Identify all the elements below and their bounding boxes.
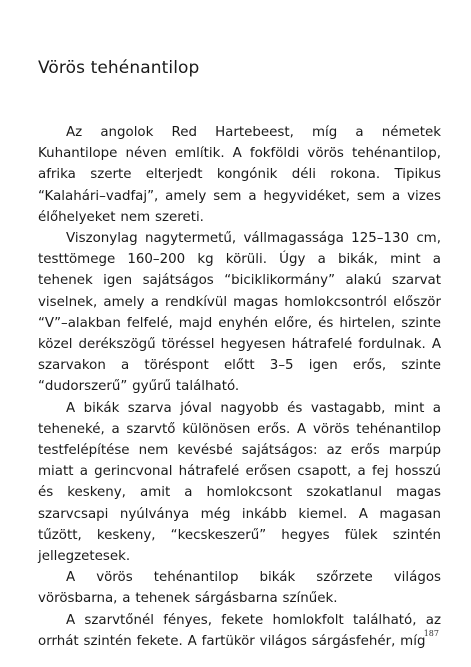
paragraph: A vörös tehénantilop bikák szőrzete világos vörösbarna, a tehenek sárgásbarna színűek. — [38, 570, 441, 607]
paragraph: Viszonylag nagytermetű, vállmagassága 125–130 cm, testtömege 160–200 kg körüli. Úgy a bikák, mint a tehenek igen sajátságos “biciklikormány” alakú szarvat viselnek, amely a rendkívül magas homlokcsontról először “V”–alakban felfelé, majd enyhén előre, és hirtelen, szinte közel derékszögű töréssel hegyesen hátrafelé fordulnak. A szarvakon a töréspont előtt 3–5 igen erős, szinte “dudorszerű” gyűrű található. — [38, 231, 441, 395]
paragraph: Az angolok Red Hartebeest, míg a németek Kuhantilope néven említik. A fokföldi vörös tehénantilop, afrika szerte elterjedt kongónik déli rokona. Tipikus “Kalahári–vadfaj”, amely sem a hegyvidéket, sem a vizes élőhelyeket nem szereti. — [38, 125, 441, 225]
body-text — [38, 122, 441, 652]
page-title: Vörös tehénantilop — [38, 58, 200, 78]
paragraph: A bikák szarva jóval nagyobb és vastagabb, mint a teheneké, a szarvtő különösen erős. A vörös tehénantilop testfelépítése nem kevésbé sajátságos: az erős marpúp miatt a gerincvonal hátrafelé erősen csapott, a fej hosszú és keskeny, amit a homlokcsont szokatlanul magas szarvcsapi nyúlványa még inkább kiemel. A magasan tűzött, keskeny, “kecskeszerű” hegyes fülek szintén jellegzetesek. — [38, 400, 441, 565]
page-number: 187 — [423, 629, 439, 638]
paragraph: A szarvtőnél fényes, fekete homlokfolt található, az orrhát szintén fekete. A fartükör világos sárgásfehér, míg — [38, 612, 441, 649]
